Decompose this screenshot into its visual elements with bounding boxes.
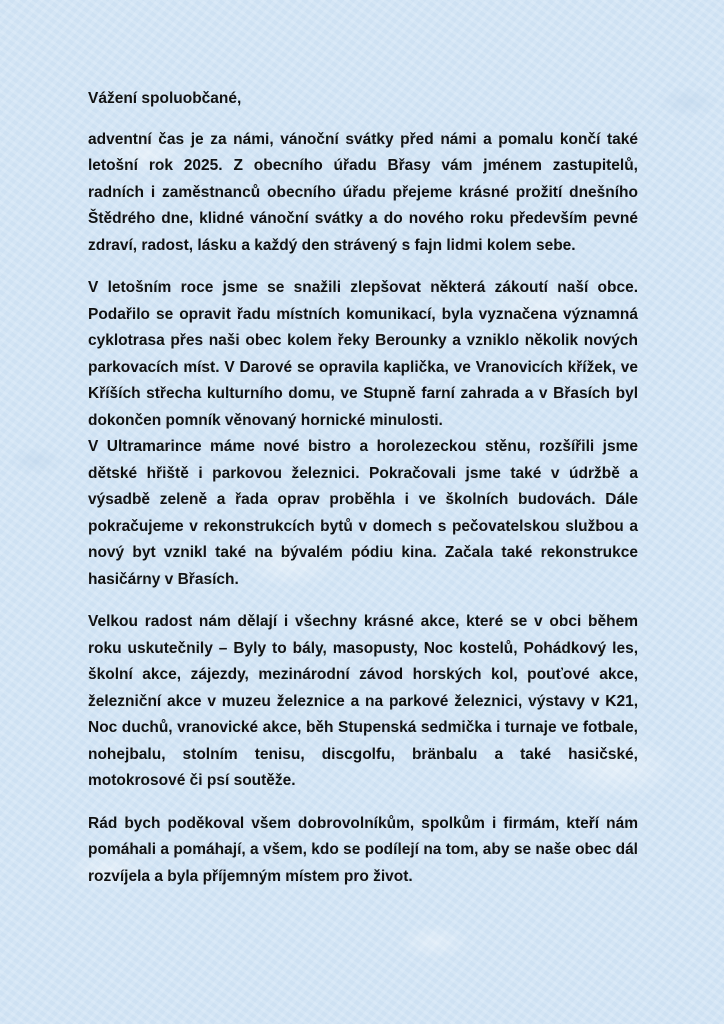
letter-body [88, 86, 638, 890]
paragraph-events: Velkou radost nám dělají i všechny krásné akce, které se v obci během roku uskutečnily – Byly to bály, masopusty, Noc kostelů, Pohádkový les, školní akce, zájezdy, mezinárodní závod horských kol, pouťové akce, železniční akce v muzeu železnice a na parkové železnici, výstavy v K21, Noc duchů, vranovické akce, běh Stupenská sedmička i turnaje ve fotbale, nohejbalu, stolním tenisu, discgolfu, bränbalu a také hasičské, motokrosové či psí soutěže. [88, 613, 638, 789]
letter-greeting: Vážení spoluobčané, [88, 90, 242, 107]
paragraph-wishes: adventní čas je za námi, vánoční svátky před námi a pomalu končí také letošní rok 2025. Z obecního úřadu Břasy vám jménem zastupitelů, radních i zaměstnanců obecního úřadu přejeme krásné prožití dnešního Štědrého dne, klidné vánoční svátky a do nového roku především pevné zdraví, radost, lásku a každý den strávený s fajn lidmi kolem sebe. [88, 130, 638, 254]
paragraph-improvements: V letošním roce jsme se snažili zlepšovat některá zákoutí naší obce. Podařilo se opravit řadu místních komunikací, byla vyznačena významná cyklotrasa přes naši obec kolem řeky Berounky a vzniklo několik nových parkovacích míst. V Darové se opravila kaplička, ve Vranovicích křížek, ve Kříších střecha kulturního domu, ve Stupně farní zahrada a v Břasích byl dokončen pomník věnovaný hornické minulosti. [88, 279, 638, 429]
letter-page [88, 86, 638, 906]
paragraph-ultramarinka: V Ultramarince máme nové bistro a horolezeckou stěnu, rozšířili jsme dětské hřiště i parkovou železnici. Pokračovali jsme také v údržbě a výsadbě zeleně a řada oprav proběhla i ve školních budovách. Dále pokračujeme v rekonstrukcích bytů v domech s pečovatelskou službou a nový byt vznikl také na bývalém pódiu kina. Začala také rekonstrukce hasičárny v Břasích. [88, 438, 638, 588]
paragraph-thanks: Rád bych poděkoval všem dobrovolníkům, spolkům i firmám, kteří nám pomáhali a pomáhají, a všem, kdo se podílejí na tom, aby se naše obec dál rozvíjela a byla příjemným místem pro život. [88, 814, 638, 885]
